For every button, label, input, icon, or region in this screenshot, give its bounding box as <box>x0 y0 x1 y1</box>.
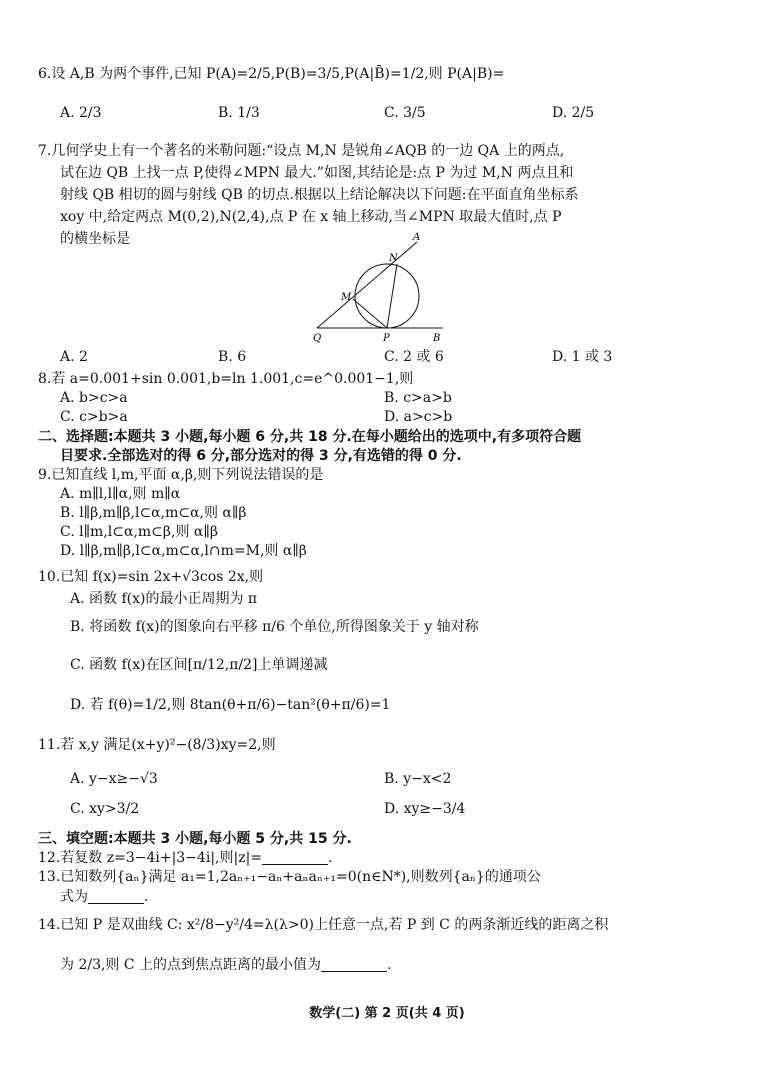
q10-option-d: D. 若 f(θ)=1/2,则 8tan(θ+π/6)−tan²(θ+π/6)=1 <box>70 697 391 713</box>
q6-option-d: D. 2/5 <box>552 105 595 121</box>
section2-heading: 二、选择题:本题共 3 小题,每小题 6 分,共 18 分.在每小题给出的选项中,有多项符合题 <box>38 429 582 445</box>
q10-stem: 10.已知 f(x)=sin 2x+√3cos 2x,则 <box>38 569 264 585</box>
label-b: B <box>433 333 441 344</box>
label-m: M <box>341 292 352 303</box>
q8-option-a: A. b>c>a <box>60 390 128 406</box>
q11-stem: 11.若 x,y 满足(x+y)²−(8/3)xy=2,则 <box>38 737 276 753</box>
q10-option-c: C. 函数 f(x)在区间[π/12,π/2]上单调递减 <box>70 657 328 673</box>
q7-line-4: xoy 中,给定两点 M(0,2),N(2,4),点 P 在 x 轴上移动,当∠MPN 取最大值时,点 P <box>60 209 562 225</box>
label-a: A <box>413 232 421 243</box>
q6-stem: 6.设 A,B 为两个事件,已知 P(A)=2/5,P(B)=3/5,P(A|B̄)=1/2,则 P(A|B)= <box>38 66 505 82</box>
q14-line-2: 为 2/3,则 C 上的点到焦点距离的最小值为 . <box>60 957 392 973</box>
section2-heading-cont: 目要求.全部选对的得 6 分,部分选对的得 3 分,有选错的得 0 分. <box>60 448 462 464</box>
q14-line-1: 14.已知 P 是双曲线 C: x²/8−y²/4=λ(λ>0)上任意一点,若 P 到 C 的两条渐近线的距离之积 <box>38 917 609 933</box>
q10-option-a: A. 函数 f(x)的最小正周期为 π <box>70 591 258 607</box>
q13-text-2: 式为 <box>60 889 88 905</box>
q7-line-1: 7.几何学史上有一个著名的米勒问题:“设点 M,N 是锐角∠AQB 的一边 QA 上的两点, <box>38 143 565 159</box>
q6-option-b: B. 1/3 <box>218 105 260 121</box>
q9-option-a: A. m∥l,l∥α,则 m∥α <box>60 486 181 502</box>
tangent-circle <box>355 264 419 328</box>
q12-text: 12.若复数 z=3−4i+|3−4i|,则|z|= <box>38 850 263 866</box>
q7-figure <box>305 230 455 345</box>
q8-option-d: D. a>c>b <box>384 409 453 425</box>
q13-line-1: 13.已知数列{aₙ}满足 a₁=1,2aₙ₊₁−aₙ+aₙaₙ₊₁=0(n∈N*),则数列{aₙ}的通项公 <box>38 869 541 885</box>
q7-line-2: 试在边 QB 上找一点 P,使得∠MPN 最大.”如图,其结论是:点 P 为过 M,N 两点且和 <box>60 165 574 181</box>
segment-np <box>387 264 397 328</box>
page-footer: 数学(二) 第 2 页(共 4 页) <box>309 1006 465 1021</box>
q11-option-a: A. y−x≥−√3 <box>70 771 158 787</box>
q9-stem: 9.已知直线 l,m,平面 α,β,则下列说法错误的是 <box>38 467 324 483</box>
q11-option-d: D. xy≥−3/4 <box>384 801 466 817</box>
q10-option-b: B. 将函数 f(x)的图象向右平移 π/6 个单位,所得图象关于 y 轴对称 <box>70 619 479 635</box>
q9-option-b: B. l∥β,m∥β,l⊂α,m⊂α,则 α∥β <box>60 505 247 521</box>
q13-line-2: 式为 . <box>60 889 149 905</box>
label-n: N <box>389 253 398 264</box>
ray-qa <box>317 242 417 328</box>
q6-option-c: C. 3/5 <box>384 105 426 121</box>
q9-option-d: D. l∥β,m∥β,l⊂α,m⊂α,l∩m=M,则 α∥β <box>60 543 307 559</box>
q7-option-c: C. 2 或 6 <box>384 349 444 365</box>
q8-option-c: C. c>b>a <box>60 409 128 425</box>
q11-option-b: B. y−x<2 <box>384 771 452 787</box>
q14-answer-blank[interactable] <box>321 957 387 972</box>
q8-stem: 8.若 a=0.001+sin 0.001,b=ln 1.001,c=e^0.001−1,则 <box>38 371 414 387</box>
label-q: Q <box>313 333 322 344</box>
q8-option-b: B. c>a>b <box>384 390 452 406</box>
q13-answer-blank[interactable] <box>88 889 144 904</box>
q6-option-a: A. 2/3 <box>60 105 102 121</box>
q11-option-c: C. xy>3/2 <box>70 801 140 817</box>
q12-answer-blank[interactable] <box>262 850 328 865</box>
q7-option-b: B. 6 <box>218 349 247 365</box>
q12-line: 12.若复数 z=3−4i+|3−4i|,则|z|= . <box>38 850 333 866</box>
q7-option-a: A. 2 <box>60 349 88 365</box>
section3-heading: 三、填空题:本题共 3 小题,每小题 5 分,共 15 分. <box>38 831 352 847</box>
q14-text-2: 为 2/3,则 C 上的点到焦点距离的最小值为 <box>60 957 322 973</box>
q7-line-5: 的横坐标是 <box>60 231 130 247</box>
q9-option-c: C. l∥m,l⊂α,m⊂β,则 α∥β <box>60 524 218 540</box>
q7-option-d: D. 1 或 3 <box>552 349 613 365</box>
q7-line-3: 射线 QB 相切的圆与射线 QB 的切点.根据以上结论解决以下问题:在平面直角坐标系 <box>60 187 579 203</box>
label-p: P <box>383 333 390 344</box>
